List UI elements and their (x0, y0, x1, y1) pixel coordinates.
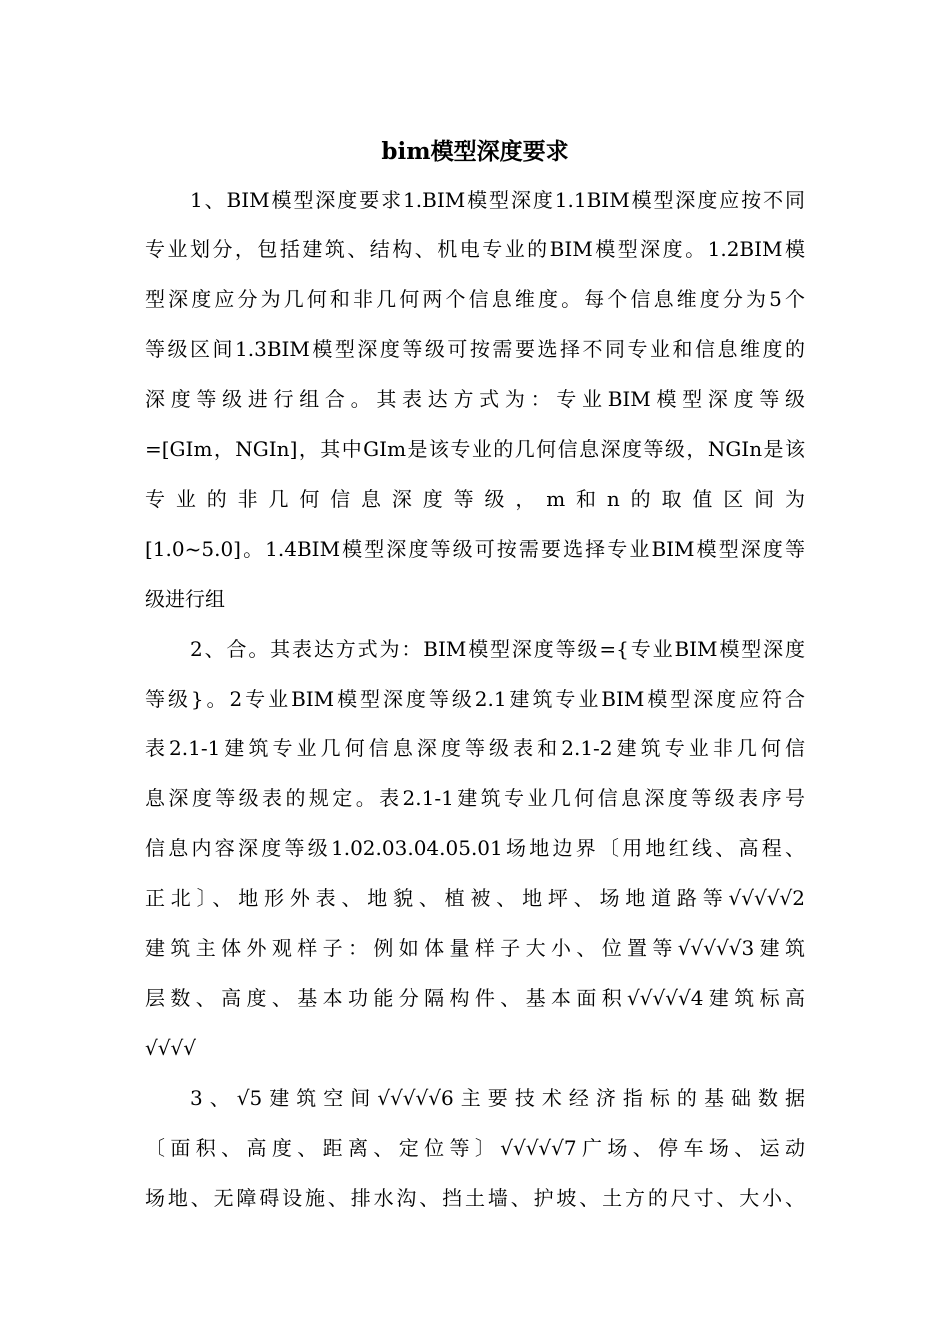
paragraph-line: √√√√ (145, 1036, 196, 1060)
paragraph-line: 表2.1-1建筑专业几何信息深度等级表和2.1-2建筑专业非几何信 (145, 736, 805, 760)
paragraph-line: 〔面积、高度、距离、定位等〕√√√√√7广场、停车场、运动 (145, 1136, 805, 1160)
paragraph-line: 2、合。其表达方式为：BIM模型深度等级={专业BIM模型深度 (190, 637, 805, 661)
paragraph-line: 专业划分，包括建筑、结构、机电专业的BIM模型深度。1.2BIM模 (145, 237, 805, 261)
paragraph-line: 3、√5建筑空间√√√√√6主要技术经济指标的基础数据 (190, 1086, 805, 1110)
paragraph-line: 场地、无障碍设施、排水沟、挡土墙、护坡、土方的尺寸、大小、 (145, 1186, 805, 1210)
paragraph-line: 层数、高度、基本功能分隔构件、基本面积√√√√√4建筑标高 (145, 986, 805, 1010)
paragraph-line: 级进行组 (145, 587, 225, 611)
paragraph-line: 专业的非几何信息深度等级，m和n的取值区间为 (145, 487, 805, 511)
paragraph-line: 建筑主体外观样子：例如体量样子大小、位置等√√√√√3建筑 (145, 936, 805, 960)
document-title: bim模型深度要求 (381, 138, 569, 165)
paragraph-line: 等级区间1.3BIM模型深度等级可按需要选择不同专业和信息维度的 (145, 337, 805, 361)
paragraph-line: 深度等级进行组合。其表达方式为：专业BIM模型深度等级 (145, 387, 805, 411)
paragraph-line: 息深度等级表的规定。表2.1-1建筑专业几何信息深度等级表序号 (145, 786, 805, 810)
paragraph-line: =[GIm，NGIn]，其中GIm是该专业的几何信息深度等级，NGIn是该 (145, 437, 805, 461)
paragraph-line: 1、BIM模型深度要求1.BIM模型深度1.1BIM模型深度应按不同 (190, 188, 805, 212)
paragraph-line: [1.0~5.0]。1.4BIM模型深度等级可按需要选择专业BIM模型深度等 (145, 537, 805, 561)
paragraph-line: 信息内容深度等级1.02.03.04.05.01场地边界〔用地红线、高程、 (145, 836, 805, 860)
paragraph-line: 等级}。2专业BIM模型深度等级2.1建筑专业BIM模型深度应符合 (145, 687, 805, 711)
paragraph-line: 正北〕、地形外表、地貌、植被、地坪、场地道路等√√√√√2 (145, 886, 805, 910)
paragraph-line: 型深度应分为几何和非几何两个信息维度。每个信息维度分为5个 (145, 287, 805, 311)
